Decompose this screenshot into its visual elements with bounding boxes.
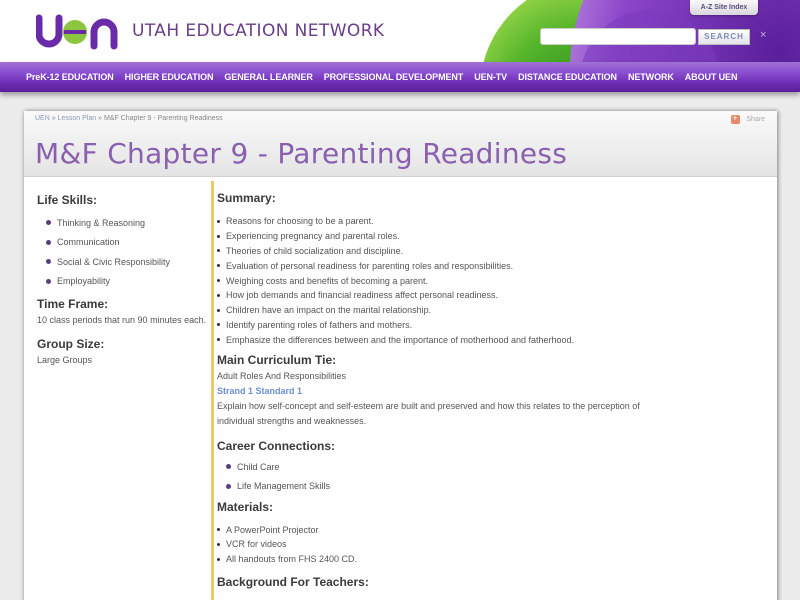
materials-list	[217, 522, 717, 566]
bullet-icon	[46, 279, 51, 284]
list-item-text: Thinking & Reasoning	[57, 217, 146, 228]
list-item	[46, 252, 207, 272]
site-header	[0, 0, 800, 62]
bullet-icon	[217, 294, 220, 297]
list-item	[217, 537, 717, 552]
list-item	[217, 552, 717, 567]
curriculum-tie-heading: Main Curriculum Tie:	[217, 353, 337, 368]
list-item-text: Reasons for choosing to be a parent.	[226, 216, 374, 227]
list-item-text: How job demands and financial readiness affect personal readiness.	[226, 290, 498, 301]
list-item	[217, 303, 717, 318]
career-connections-list	[226, 457, 717, 496]
curriculum-description: Explain how self-concept and self-esteem are built and preserved and how this relates to the perception of individual strengths and weaknesses.	[217, 401, 640, 427]
bullet-icon	[46, 240, 51, 245]
list-item-text: Identify parenting roles of fathers and mothers.	[226, 319, 413, 330]
nav-item-distance-education[interactable]: DISTANCE EDUCATION	[518, 72, 617, 82]
list-item-text: A PowerPoint Projector	[226, 524, 319, 535]
site-title: UTAH EDUCATION NETWORK	[132, 21, 385, 41]
column-divider	[211, 181, 214, 600]
list-item	[217, 273, 717, 288]
bullet-icon	[46, 259, 51, 264]
list-item	[46, 272, 207, 292]
group-size-text: Large Groups	[37, 355, 93, 365]
breadcrumb-separator: »	[98, 115, 102, 122]
nav-item-professional-development[interactable]: PROFESSIONAL DEVELOPMENT	[323, 72, 464, 82]
list-item	[226, 477, 717, 497]
share-button[interactable]	[731, 115, 765, 124]
bullet-icon	[217, 323, 220, 326]
search-input[interactable]	[540, 28, 696, 45]
az-site-index-button[interactable]: A-Z Site Index	[690, 0, 758, 15]
breadcrumb-lesson-plan[interactable]: Lesson Plan	[57, 115, 97, 122]
bullet-icon	[217, 249, 220, 252]
list-item	[226, 457, 717, 477]
bullet-icon	[217, 235, 220, 238]
bullet-icon	[217, 279, 220, 282]
main-content	[217, 191, 717, 598]
list-item	[217, 229, 717, 244]
share-label: Share	[746, 116, 765, 123]
bullet-icon	[46, 220, 51, 225]
bullet-icon	[217, 528, 220, 531]
list-item-text: Social & Civic Responsibility	[57, 256, 171, 267]
list-item-text: Child Care	[237, 461, 280, 472]
bullet-icon	[217, 309, 220, 312]
list-item-text: Communication	[57, 237, 120, 248]
list-item	[217, 258, 717, 273]
life-skills-heading: Life Skills:	[37, 193, 98, 207]
nav-item-uen-tv[interactable]: UEN-TV	[474, 72, 508, 82]
summary-heading: Summary:	[217, 191, 276, 205]
card-header	[24, 111, 777, 177]
list-item-text: VCR for videos	[226, 539, 287, 550]
nav-item-network[interactable]: NETWORK	[627, 72, 674, 82]
list-item	[217, 522, 717, 537]
breadcrumb-separator: »	[51, 115, 56, 122]
list-item	[46, 233, 207, 253]
list-item	[217, 288, 717, 303]
list-item	[217, 318, 717, 333]
list-item	[217, 214, 717, 229]
uen-logo-icon	[36, 10, 120, 50]
page-title: M&F Chapter 9 - Parenting Readiness	[35, 137, 568, 170]
breadcrumb-uen[interactable]: UEN	[35, 115, 50, 122]
breadcrumb-current: M&F Chapter 9 - Parenting Readiness	[103, 115, 223, 122]
list-item-text: Experiencing pregnancy and parental roles.	[226, 231, 400, 242]
list-item	[217, 244, 717, 259]
bullet-icon	[217, 264, 220, 267]
list-item	[217, 332, 717, 347]
list-item-text: Theories of child socialization and discipline.	[226, 245, 404, 256]
strand-standard-link[interactable]: Strand 1 Standard 1	[217, 386, 303, 397]
list-item-text: All handouts from FHS 2400 CD.	[226, 554, 358, 565]
bullet-icon	[217, 543, 220, 546]
uen-logo[interactable]	[36, 8, 120, 52]
bullet-icon	[217, 220, 220, 223]
nav-item-general-learner[interactable]: GENERAL LEARNER	[224, 72, 313, 82]
list-item-text: Weighing costs and benefits of becoming a parent.	[226, 275, 428, 286]
share-plus-icon	[731, 115, 740, 124]
curriculum-course: Adult Roles And Responsibilities	[217, 371, 347, 382]
search-button[interactable]: SEARCH	[698, 29, 750, 45]
sidebar	[37, 193, 207, 377]
nav-item-prek12[interactable]: PreK-12 EDUCATION	[26, 72, 114, 82]
background-heading: Background For Teachers:	[217, 574, 369, 589]
bullet-icon	[217, 558, 220, 561]
nav-item-higher-education[interactable]: HIGHER EDUCATION	[124, 72, 214, 82]
bullet-icon	[217, 338, 220, 341]
nav-item-about-uen[interactable]: ABOUT UEN	[684, 72, 738, 82]
lesson-plan-card	[24, 111, 777, 600]
group-size-heading: Group Size:	[37, 337, 105, 351]
list-item	[46, 213, 207, 233]
career-connections-heading: Career Connections:	[217, 439, 336, 454]
life-skills-list	[46, 213, 207, 291]
list-item-text: Life Management Skills	[237, 481, 331, 492]
list-item-text: Children have an impact on the marital relationship.	[226, 305, 432, 316]
list-item-text: Evaluation of personal readiness for parenting roles and responsibilities.	[226, 260, 514, 271]
list-item-text: Emphasize the differences between and the importance of motherhood and fatherhood.	[226, 334, 575, 345]
breadcrumb	[35, 115, 223, 122]
time-frame-heading: Time Frame:	[37, 297, 109, 311]
time-frame-text: 10 class periods that run 90 minutes each.	[37, 315, 207, 325]
list-item-text: Employability	[57, 276, 111, 287]
bullet-icon	[226, 484, 231, 489]
close-icon[interactable]: ×	[760, 29, 767, 41]
summary-list	[217, 214, 717, 347]
main-nav	[0, 62, 800, 92]
materials-heading: Materials:	[217, 500, 274, 515]
bullet-icon	[226, 464, 231, 469]
